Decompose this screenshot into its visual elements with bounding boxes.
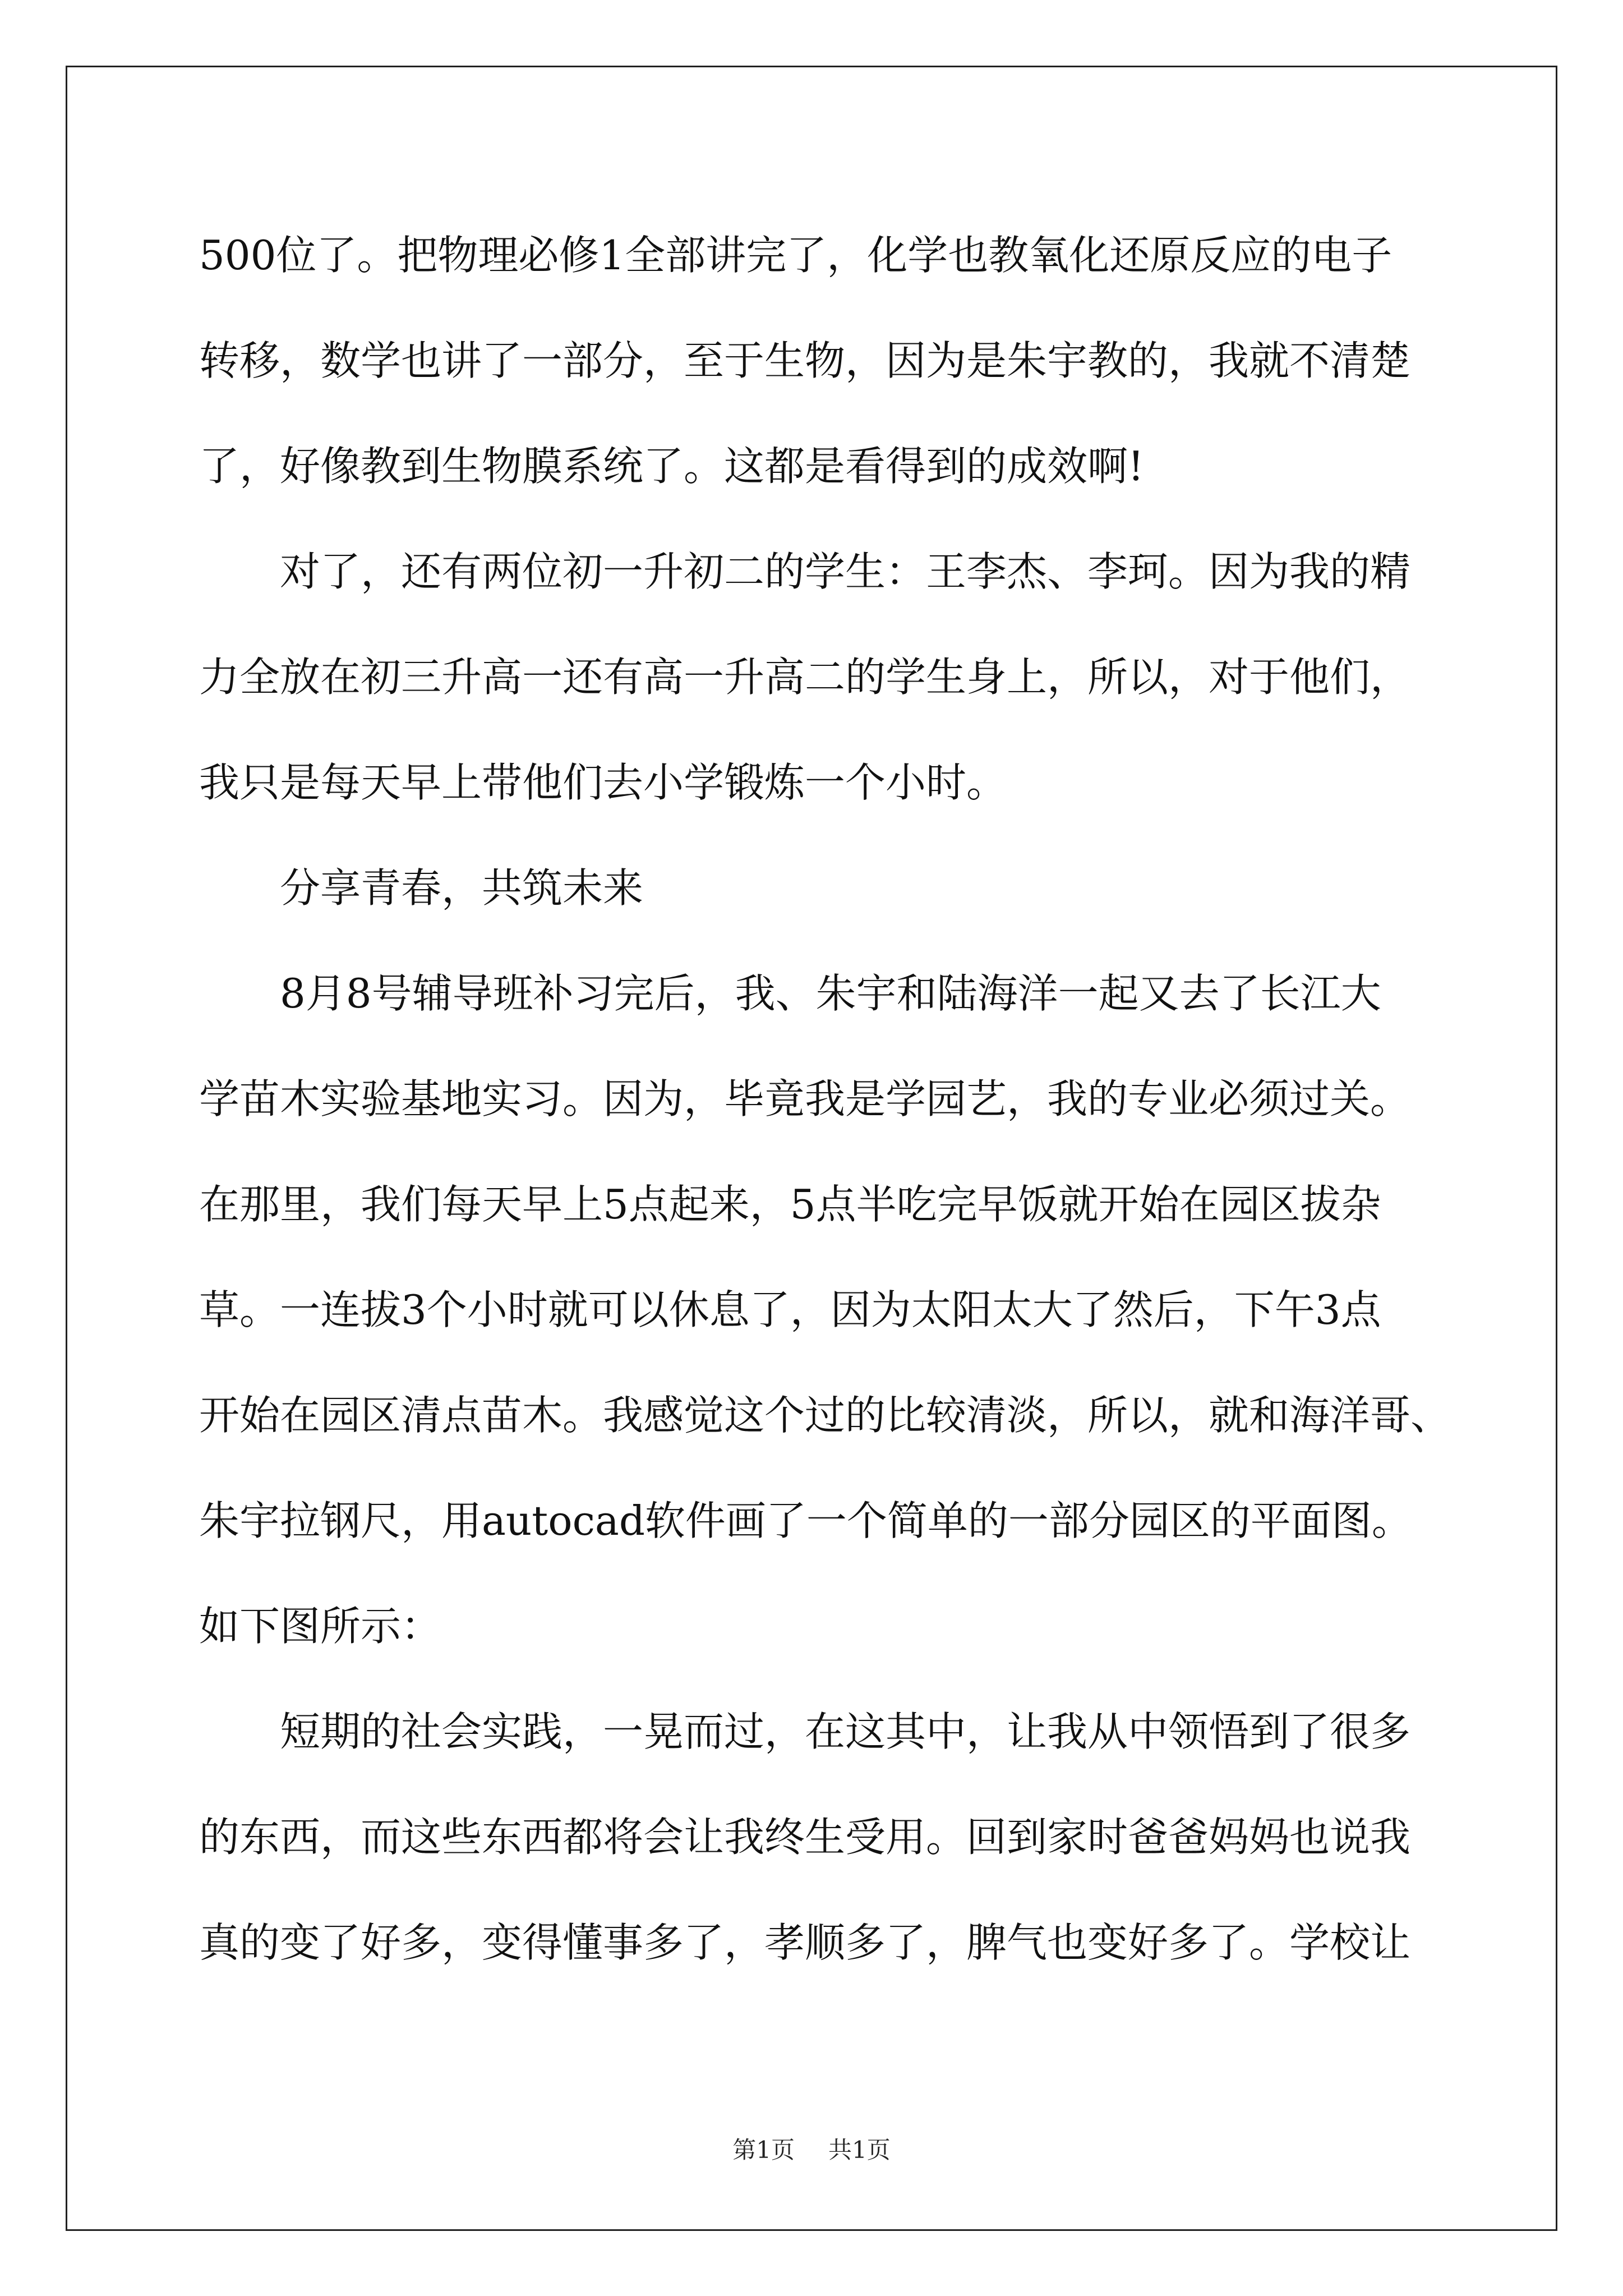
text-line-11: 草。一连拔3个小时就可以休息了，因为太阳太大了然后，下午3点 <box>199 1286 1381 1333</box>
document-body <box>199 213 1451 2006</box>
text-line-17: 真的变了好多，变得懂事多了，孝顺多了，脾气也变好多了。学校让 <box>199 1919 1411 1966</box>
page-footer <box>0 2132 1623 2165</box>
text-line-5: 力全放在初三升高一还有高一升高二的学生身上，所以，对于他们， <box>199 654 1411 701</box>
text-line-16: 的东西，而这些东西都将会让我终生受用。回到家时爸爸妈妈也说我 <box>199 1814 1411 1861</box>
page-number-current: 第1页 <box>732 2136 795 2164</box>
text-line-10: 在那里，我们每天早上5点起来，5点半吃完早饭就开始在园区拔杂 <box>199 1181 1381 1228</box>
text-line-1: 500位了。把物理必修1全部讲完了，化学也教氧化还原反应的电子 <box>199 232 1393 279</box>
text-line-3: 了，好像教到生物膜系统了。这都是看得到的成效啊! <box>199 443 1144 490</box>
text-line-15: 短期的社会实践，一晃而过，在这其中，让我从中领悟到了很多 <box>280 1708 1411 1755</box>
text-line-14: 如下图所示： <box>199 1603 442 1650</box>
text-line-4: 对了，还有两位初一升初二的学生：王李杰、李珂。因为我的精 <box>280 548 1411 595</box>
text-line-9: 学苗木实验基地实习。因为，毕竟我是学园艺，我的专业必须过关。 <box>199 1075 1411 1122</box>
text-line-2: 转移，数学也讲了一部分，至于生物，因为是朱宇教的，我就不清楚 <box>199 337 1411 384</box>
page-number-total: 共1页 <box>828 2136 891 2164</box>
text-line-12: 开始在园区清点苗木。我感觉这个过的比较清淡，所以，就和海洋哥、 <box>199 1392 1451 1439</box>
section-heading: 分享青春，共筑未来 <box>280 864 644 912</box>
text-line-13: 朱宇拉钢尺，用autocad软件画了一个简单的一部分园区的平面图。 <box>199 1497 1412 1544</box>
text-line-8: 8月8号辅导班补习完后，我、朱宇和陆海洋一起又去了长江大 <box>280 970 1381 1017</box>
text-line-6: 我只是每天早上带他们去小学锻炼一个小时。 <box>199 759 1007 806</box>
